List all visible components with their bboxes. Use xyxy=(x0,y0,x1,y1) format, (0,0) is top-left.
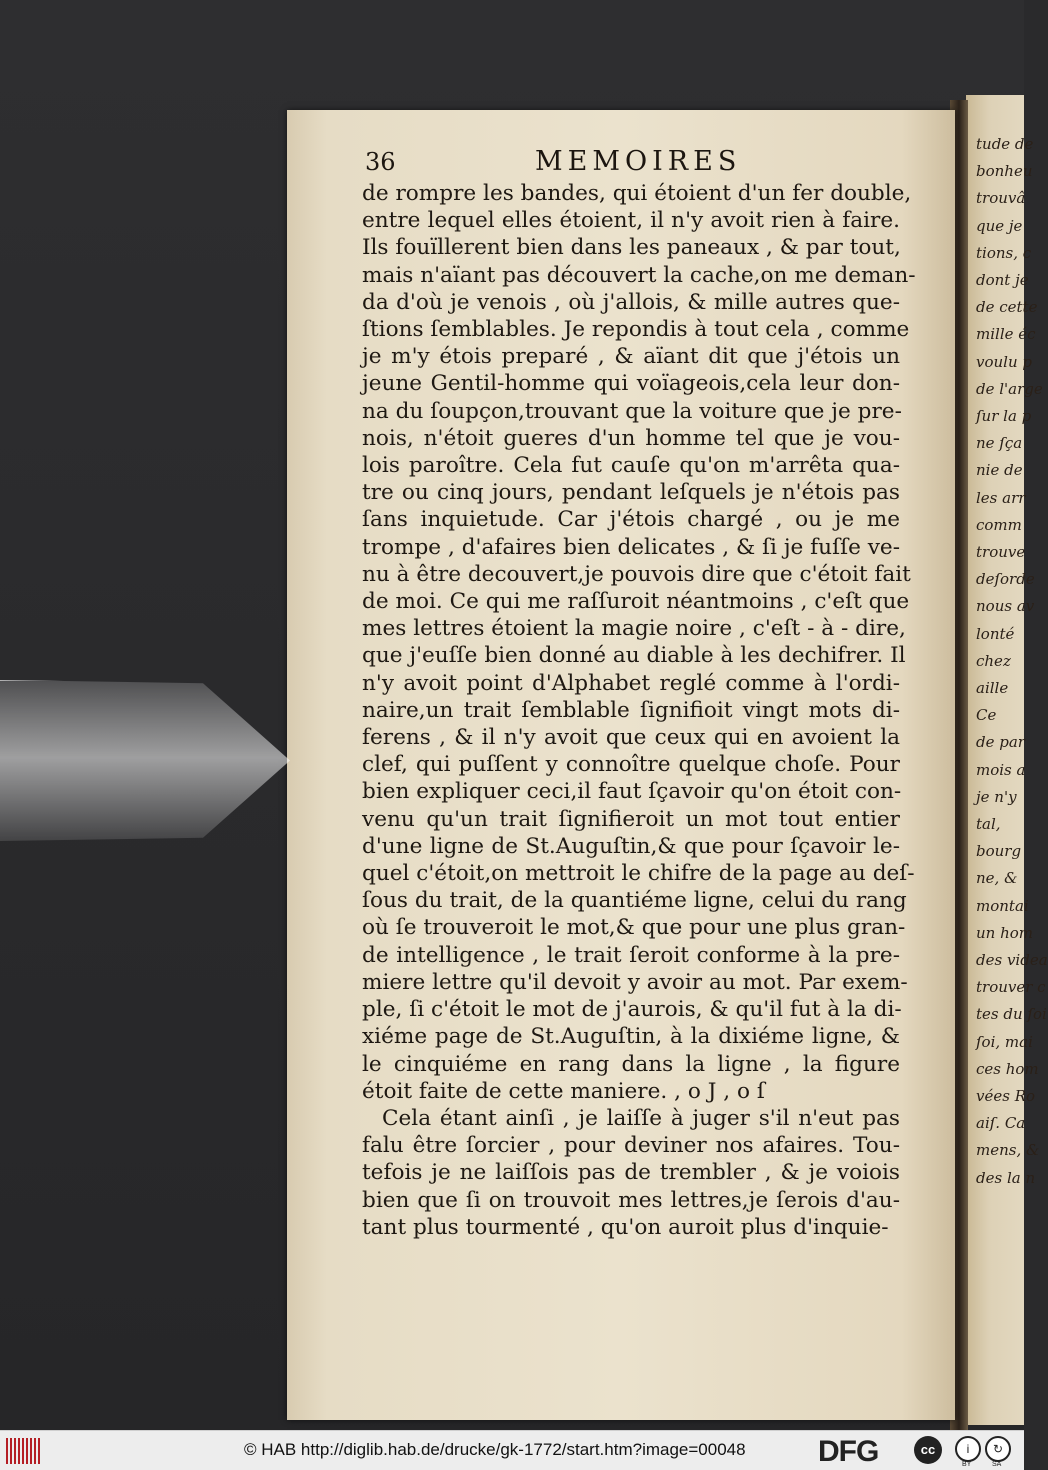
text-line: où ſe trouveroit le mot,& que pour une plus gran- xyxy=(362,915,906,941)
facing-page-fragment: ces hom xyxy=(976,1059,1039,1078)
facing-page-fragment: tions, c xyxy=(976,243,1032,262)
facing-page-fragment: tude de xyxy=(976,135,1034,153)
facing-page-fragment: comm xyxy=(976,515,1022,534)
text-line: ple, ſi c'étoit le mot de j'aurois, & qu'il fut à la di- xyxy=(362,997,902,1023)
facing-page-fragment: que je xyxy=(976,216,1023,235)
text-line: de moi. Ce qui me raſſuroit néantmoins , c'eſt que xyxy=(362,589,910,615)
text-line: tant plus tourmenté , qu'on auroit plus d'inquie- xyxy=(362,1214,889,1240)
facing-page-fragment: trouve xyxy=(976,543,1026,561)
facing-page-fragment: de cette xyxy=(976,298,1038,317)
facing-page-fragment: de l'arge xyxy=(976,379,1043,398)
facing-page-fragment: voulu p xyxy=(976,352,1032,371)
cc-sa-label: SA xyxy=(992,1461,1002,1468)
facing-page-fragment: trouver c xyxy=(976,978,1046,997)
text-line: entre lequel elles étoient, il n'y avoit rien à faire. xyxy=(362,208,900,234)
dfg-logo[interactable]: DFG xyxy=(818,1435,879,1468)
running-title: MEMOIRES xyxy=(535,146,742,177)
text-line: le cinquiéme en rang dans la ligne , la figure xyxy=(362,1051,900,1077)
text-line: nu à être decouvert,je pouvois dire que c'étoit fait xyxy=(362,561,911,587)
text-line: mes lettres étoient la magie noire , c'eſt - à - dire, xyxy=(362,616,906,642)
facing-page-fragment: des la n xyxy=(976,1168,1036,1187)
text-line: tre ou cinq jours, pendant leſquels je n'étois pas xyxy=(362,480,900,506)
text-line: venu qu'un trait ſignifieroit un mot tout entier xyxy=(362,806,900,832)
text-line: que j'euſſe bien donné au diable à les dechifrer. Il xyxy=(362,643,906,669)
text-line: de intelligence , le trait ſeroit conforme à la pre- xyxy=(362,942,900,968)
text-line: trompe , d'afaires bien delicates , & ſi je fuſſe ve- xyxy=(362,534,900,560)
hab-logo-icon[interactable] xyxy=(6,1438,46,1464)
facing-page-fragment: bourg xyxy=(976,842,1022,861)
page-header xyxy=(365,140,925,184)
text-line: lois paroître. Cela fut cauſe qu'on m'arrêta qua- xyxy=(362,453,900,479)
facing-page-fragment: mois a xyxy=(976,760,1026,779)
text-line: je m'y étois preparé , & aïant dit que j'étois un xyxy=(362,344,900,370)
facing-page-fragment: les arr xyxy=(976,488,1026,507)
text-line: da d'où je venois , où j'allois, & mille autres que- xyxy=(362,289,900,315)
facing-page-fragment: ſoi, mai xyxy=(976,1032,1033,1051)
text-line: nois, n'étoit gueres d'un homme tel que je vou- xyxy=(362,425,900,451)
text-line: ſans inquietude. Car j'étois chargé , ou je me xyxy=(362,507,900,533)
facing-page-fragment: ne ſça xyxy=(976,434,1023,453)
text-line: quel c'étoit,on mettroit le chifre de la page au deſ- xyxy=(362,861,915,887)
facing-page-fragment: aille xyxy=(976,679,1009,697)
text-line: falu être ſorcier , pour deviner nos afaires. Tou- xyxy=(362,1133,900,1159)
text-line: miere lettre qu'il devoit y avoir au mot. Par exem- xyxy=(362,969,908,995)
text-line: ferens , & il n'y avoit que ceux qui en avoient la xyxy=(362,725,900,751)
facing-page-edge xyxy=(966,95,1048,1425)
text-line: étoit faite de cette maniere. , o J , o ſ xyxy=(362,1078,765,1104)
text-line: bien que ſi on trouvoit mes lettres,je ſerois d'au- xyxy=(362,1187,900,1213)
facing-page-fragment: chez xyxy=(976,651,1011,670)
cc-by-label: BY xyxy=(962,1461,972,1468)
creative-commons-icon[interactable]: cc xyxy=(914,1436,942,1464)
facing-page-fragment: lonté xyxy=(976,624,1015,643)
facing-page-fragment: Ce xyxy=(976,706,997,725)
facing-page-fragment: montai xyxy=(976,896,1029,915)
facing-page-fragment: ne, & xyxy=(976,869,1018,888)
facing-page-fragment: nous av xyxy=(976,597,1035,616)
facing-page-fragment: je n'y xyxy=(976,787,1017,806)
text-line: Ils fouïllerent bien dans les paneaux , & par tout, xyxy=(362,235,901,261)
facing-page-fragment: bonheu xyxy=(976,162,1033,181)
facing-page-fragment: nie de xyxy=(976,461,1023,480)
text-line: na du ſoupçon,trouvant que la voiture que je pre- xyxy=(362,398,902,424)
text-line: n'y avoit point d'Alphabet reglé comme à l'ordi- xyxy=(362,670,900,696)
text-line: bien expliquer ceci,il faut ſçavoir qu'on étoit con- xyxy=(362,779,902,805)
text-line: d'une ligne de St.Auguſtin,& que pour ſçavoir le- xyxy=(362,833,900,859)
facing-page-fragment: dont je xyxy=(976,271,1029,289)
page-number: 36 xyxy=(365,148,396,176)
facing-page-fragment: mille éc xyxy=(976,325,1036,344)
facing-page-fragment: un hom xyxy=(976,923,1034,942)
facing-page-fragment: ſur la p xyxy=(976,407,1032,425)
text-line: tefois je ne laiſſois pas de trembler , & je voiois xyxy=(362,1160,900,1186)
text-line: ſtions ſemblables. Je repondis à tout cela , comme xyxy=(362,317,910,343)
share-alike-icon: ↻ xyxy=(985,1436,1011,1462)
facing-page-fragment: des videa xyxy=(976,951,1048,969)
text-line: ſous du trait, de la quantiéme ligne, celui du rang xyxy=(362,888,907,914)
facing-page-fragment: mens, & xyxy=(976,1141,1040,1160)
facing-page-fragment: trouvâ xyxy=(976,189,1026,208)
viewer-footer xyxy=(0,1430,1024,1470)
text-line: clef, qui puſſent y connoître quelque choſe. Pour xyxy=(362,752,900,778)
facing-page-fragment: aiſ. Ca xyxy=(976,1114,1026,1133)
facing-page-fragment: tes du ſoi xyxy=(976,1005,1047,1024)
facing-page-fragment: vées Ro xyxy=(976,1087,1036,1105)
text-line: Cela étant ainſi , je laiſſe à juger s'il n'eut pas xyxy=(382,1105,900,1131)
body-text xyxy=(362,180,916,1241)
text-line: mais n'aïant pas découvert la cache,on me deman- xyxy=(362,262,916,288)
text-line: xiéme page de St.Auguſtin, à la dixiéme ligne, & xyxy=(362,1024,900,1050)
facing-page-fragment: tal, xyxy=(976,815,1001,833)
facing-page-fragment: de par xyxy=(976,733,1025,752)
text-line: jeune Gentil-homme qui voïageois,cela leur don- xyxy=(362,371,900,397)
citation-url[interactable]: © HAB http://diglib.hab.de/drucke/gk-1772/start.htm?image=00048 xyxy=(244,1440,746,1459)
facing-page-fragment: deſorde xyxy=(976,570,1035,589)
attribution-icon: i xyxy=(955,1436,981,1462)
text-line: naire,un trait ſemblable ſignifioit vingt mots di- xyxy=(362,697,900,723)
text-line: de rompre les bandes, qui étoient d'un fer double, xyxy=(362,181,912,206)
